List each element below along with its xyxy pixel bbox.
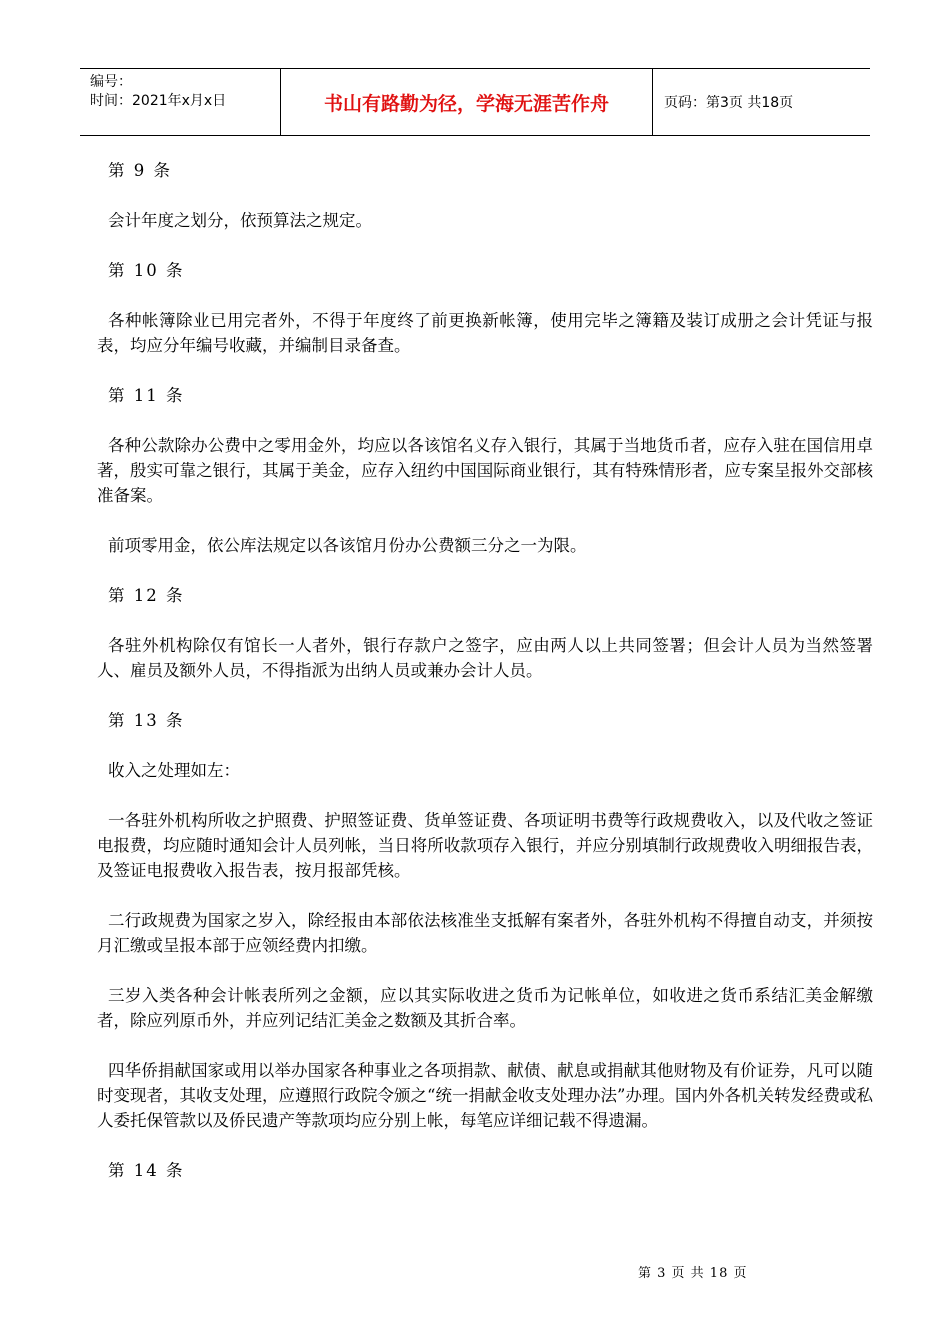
body-paragraph: 一各驻外机构所收之护照费、护照签证费、货单签证费、各项证明书费等行政规费收入，以及代收之签证电报费，均应随时通知会计人员列帐，当日将所收款项存入银行，并应分别填制行政规费收入明细报告表，及签证电报费收入报告表，按月报部凭核。 — [97, 811, 873, 880]
body-paragraph: 各种公款除办公费中之零用金外，均应以各该馆名义存入银行，其属于当地货币者，应存入驻在国信用卓著，殷实可靠之银行，其属于美金，应存入纽约中国国际商业银行，其有特殊情形者，应专案呈报外交部核准备案。 — [97, 436, 873, 505]
document-body — [97, 158, 873, 1208]
article-heading: 第 14 条 — [108, 1161, 185, 1180]
article-heading: 第 10 条 — [108, 261, 185, 280]
body-paragraph: 三岁入类各种会计帐表所列之金额，应以其实际收进之货币为记帐单位，如收进之货币系结汇美金解缴者，除应列原币外，并应列记结汇美金之数额及其折合率。 — [97, 986, 873, 1030]
article-heading: 第 13 条 — [108, 711, 185, 730]
article-heading: 第 9 条 — [108, 161, 172, 180]
body-paragraph: 四华侨捐献国家或用以举办国家各种事业之各项捐款、献债、献息或捐献其他财物及有价证券，凡可以随时变现者，其收支处理，应遵照行政院令颁之“统一捐献金收支处理办法”办理。国内外各机关转发经费或私人委托保管款以及侨民遗产等款项均应分别上帐，每笔应详细记载不得遗漏。 — [97, 1061, 873, 1130]
body-paragraph: 各种帐簿除业已用完者外，不得于年度终了前更换新帐簿，使用完毕之簿籍及装订成册之会计凭证与报表，均应分年编号收藏，并编制目录备查。 — [97, 311, 873, 355]
body-paragraph: 会计年度之划分，依预算法之规定。 — [108, 211, 372, 230]
body-paragraph: 前项零用金，依公库法规定以各该馆月份办公费额三分之一为限。 — [108, 536, 587, 555]
body-paragraph: 二行政规费为国家之岁入，除经报由本部依法核准坐支抵解有案者外，各驻外机构不得擅自动支，并须按月汇缴或呈报本部于应领经费内扣缴。 — [97, 911, 873, 955]
header-meta — [80, 69, 281, 135]
body-paragraph: 收入之处理如左： — [108, 761, 240, 780]
header-motto: 书山有路勤为径，学海无涯苦作舟 — [281, 69, 653, 135]
header-page-info: 页码：第3页 共18页 — [664, 95, 794, 111]
page-footer: 第 3 页 共 18 页 — [638, 1266, 748, 1281]
article-heading: 第 11 条 — [108, 386, 185, 405]
body-paragraph: 各驻外机构除仅有馆长一人者外，银行存款户之签字，应由两人以上共同签署；但会计人员为当然签署人、雇员及额外人员，不得指派为出纳人员或兼办会计人员。 — [97, 636, 873, 680]
article-heading: 第 12 条 — [108, 586, 185, 605]
document-number-label: 编号： — [90, 74, 132, 90]
page-header — [80, 68, 870, 136]
document-time-label: 时间：2021年x月x日 — [90, 93, 227, 109]
